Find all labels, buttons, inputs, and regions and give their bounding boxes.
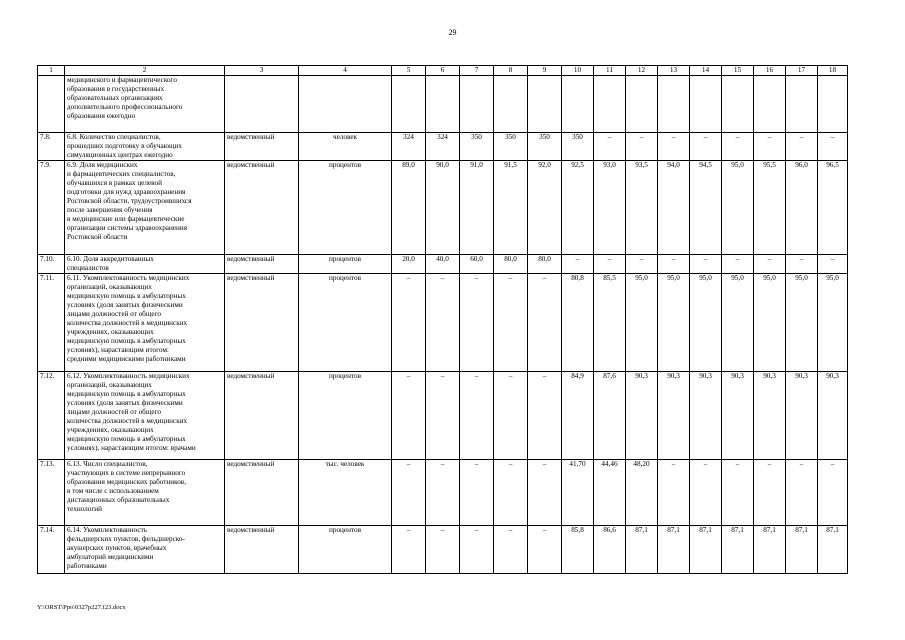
year-value [818, 76, 848, 133]
indicator-name-line: медицинскую помощь в амбулаторных [67, 292, 186, 300]
year-value: 85,8 [562, 526, 594, 574]
year-value: – [690, 133, 722, 161]
indicator-name-line: специалистов [67, 264, 109, 272]
indicator-name-line: амбулаторий медицинскими [67, 553, 154, 561]
year-value: 96,0 [786, 161, 818, 255]
year-value: 93,0 [594, 161, 626, 255]
header-cell: 17 [786, 66, 818, 76]
year-value: 93,5 [626, 161, 658, 255]
year-value: – [528, 274, 562, 372]
data-source: ведомственный [225, 460, 299, 526]
year-value: 94,0 [658, 161, 690, 255]
year-value: 92,0 [528, 161, 562, 255]
indicator-name-line: Ростовской области [67, 233, 128, 241]
year-value: 85,5 [594, 274, 626, 372]
indicator-name [65, 460, 225, 526]
year-value [754, 76, 786, 133]
year-value: 95,0 [754, 274, 786, 372]
year-value [426, 76, 460, 133]
year-value: – [754, 460, 786, 526]
indicator-name-line: условиях (доля занятых физическими [67, 301, 183, 309]
indicator-name [65, 161, 225, 255]
header-cell: 10 [562, 66, 594, 76]
data-source: ведомственный [225, 161, 299, 255]
year-value: 324 [392, 133, 426, 161]
year-value: 350 [562, 133, 594, 161]
indicator-name-line: 6.14. Укомплектованность [67, 526, 147, 534]
year-value: 90,3 [722, 372, 754, 460]
row-number [38, 76, 65, 133]
indicator-name-line: образования в государственных [67, 85, 165, 93]
year-value: – [658, 460, 690, 526]
header-cell: 3 [225, 66, 299, 76]
unit-of-measure: тыс. человек [299, 460, 392, 526]
indicator-name-line: образования ежегодно [67, 112, 136, 120]
header-cell: 11 [594, 66, 626, 76]
unit-of-measure: человек [299, 133, 392, 161]
year-value: 80,0 [494, 255, 528, 274]
year-value [786, 76, 818, 133]
indicator-name-line: после завершения обучения [67, 206, 153, 214]
year-value: 92,5 [562, 161, 594, 255]
header-cell: 1 [38, 66, 65, 76]
indicator-name-line: лицами должностей от общего [67, 408, 161, 416]
year-value: 87,1 [722, 526, 754, 574]
year-value: 95,0 [722, 161, 754, 255]
indicators-table [37, 65, 848, 574]
indicator-name-line: медицинскую помощь в амбулаторных [67, 390, 186, 398]
year-value: – [426, 526, 460, 574]
year-value: – [528, 460, 562, 526]
year-value: 96,5 [818, 161, 848, 255]
year-value: – [690, 460, 722, 526]
indicator-name-line: фельдшерских пунктов, фельдшерско- [67, 535, 185, 543]
year-value: – [754, 133, 786, 161]
year-value: – [494, 372, 528, 460]
table-row [38, 161, 848, 255]
year-value: – [426, 372, 460, 460]
year-value: – [562, 255, 594, 274]
indicator-name-line: лицами должностей от общего [67, 310, 161, 318]
indicator-name-line: условиях), нарастающим итогом: врачами [67, 444, 196, 452]
year-value: 86,6 [594, 526, 626, 574]
header-cell: 9 [528, 66, 562, 76]
year-value [594, 76, 626, 133]
indicator-name-line: участвующих в системе непрерывного [67, 469, 186, 477]
data-source: ведомственный [225, 372, 299, 460]
year-value: 87,1 [658, 526, 690, 574]
row-number: 7.13. [38, 460, 65, 526]
header-cell: 4 [299, 66, 392, 76]
year-value: 350 [494, 133, 528, 161]
indicator-name-line: учреждениях, оказывающих [67, 426, 154, 434]
year-value: 87,1 [626, 526, 658, 574]
year-value: 80,0 [528, 255, 562, 274]
indicator-name-line: дистанционных образовательных [67, 496, 170, 504]
year-value [460, 76, 494, 133]
year-value: – [528, 526, 562, 574]
year-value: 95,0 [786, 274, 818, 372]
row-number: 7.8. [38, 133, 65, 161]
year-value: – [658, 255, 690, 274]
year-value: 324 [426, 133, 460, 161]
year-value [690, 76, 722, 133]
year-value: – [426, 274, 460, 372]
year-value: 90,3 [658, 372, 690, 460]
header-cell: 12 [626, 66, 658, 76]
year-value: – [528, 372, 562, 460]
indicator-name [65, 255, 225, 274]
row-number: 7.10. [38, 255, 65, 274]
row-number: 7.12. [38, 372, 65, 460]
unit-of-measure: процентов [299, 526, 392, 574]
year-value: 95,0 [658, 274, 690, 372]
year-value: 87,6 [594, 372, 626, 460]
indicator-name-line: образовательных организациях [67, 94, 163, 102]
year-value: – [460, 274, 494, 372]
row-number: 7.11. [38, 274, 65, 372]
table-row [38, 460, 848, 526]
header-cell: 15 [722, 66, 754, 76]
year-value: – [494, 526, 528, 574]
data-source [225, 76, 299, 133]
indicator-name-line: 6.11. Укомплектованность медицинских [67, 274, 190, 282]
year-value: – [786, 133, 818, 161]
data-source: ведомственный [225, 255, 299, 274]
unit-of-measure: процентов [299, 161, 392, 255]
year-value: 87,1 [690, 526, 722, 574]
year-value: 41,70 [562, 460, 594, 526]
year-value: – [460, 460, 494, 526]
year-value: 20,0 [392, 255, 426, 274]
year-value: – [626, 133, 658, 161]
indicator-name-line: условиях), нарастающим итогом: [67, 346, 169, 354]
year-value [562, 76, 594, 133]
year-value: – [392, 526, 426, 574]
year-value: – [722, 255, 754, 274]
year-value [722, 76, 754, 133]
year-value: 60,0 [460, 255, 494, 274]
year-value [658, 76, 690, 133]
table-row [38, 133, 848, 161]
year-value: – [690, 255, 722, 274]
header-cell: 18 [818, 66, 848, 76]
indicator-name-line: обучавшихся в рамках целевой [67, 179, 162, 187]
year-value: – [594, 133, 626, 161]
year-value: – [658, 133, 690, 161]
header-cell: 7 [460, 66, 494, 76]
year-value: 90,3 [786, 372, 818, 460]
header-cell: 8 [494, 66, 528, 76]
indicator-name-line: и фармацевтических специалистов, [67, 170, 176, 178]
year-value: – [754, 255, 786, 274]
year-value: 87,1 [754, 526, 786, 574]
year-value: 90,3 [690, 372, 722, 460]
footer-file-path: Y:\ORST\Ppo\0327p227.f23.docx [37, 604, 126, 611]
indicator-name-line: организаций, оказывающих [67, 381, 152, 389]
indicator-name [65, 76, 225, 133]
year-value: 48,20 [626, 460, 658, 526]
unit-of-measure: процентов [299, 372, 392, 460]
year-value: – [460, 526, 494, 574]
indicator-name-line: организации системы здравоохранения [67, 224, 188, 232]
year-value: – [626, 255, 658, 274]
year-value: 84,9 [562, 372, 594, 460]
indicator-name-line: прошедших подготовку в обучающих [67, 142, 182, 150]
table-row [38, 255, 848, 274]
year-value: 95,0 [818, 274, 848, 372]
indicator-name-line: медицинскую помощь в амбулаторных [67, 337, 186, 345]
page-number: 29 [448, 28, 457, 37]
indicator-name-line: медицинского и фармацевтического [67, 76, 177, 84]
header-cell: 16 [754, 66, 786, 76]
indicator-name-line: образования медицинских работников, [67, 478, 186, 486]
unit-of-measure: процентов [299, 255, 392, 274]
row-number: 7.9. [38, 161, 65, 255]
year-value: – [460, 372, 494, 460]
indicator-name-line: 6.9. Доля медицинских [67, 161, 138, 169]
indicator-name-line: в медицинские или фармацевтические [67, 215, 185, 223]
year-value [626, 76, 658, 133]
year-value: – [392, 372, 426, 460]
year-value: 94,5 [690, 161, 722, 255]
year-value: – [786, 460, 818, 526]
indicator-name-line: медицинскую помощь в амбулаторных [67, 435, 186, 443]
year-value: – [786, 255, 818, 274]
year-value: – [594, 255, 626, 274]
header-row [38, 66, 848, 76]
year-value: 89,0 [392, 161, 426, 255]
indicator-name-line: технологий [67, 505, 102, 513]
year-value: 91,0 [460, 161, 494, 255]
year-value: – [392, 460, 426, 526]
indicator-name-line: 6.8. Количество специалистов, [67, 133, 161, 141]
year-value: – [722, 133, 754, 161]
indicator-name [65, 372, 225, 460]
year-value: 87,1 [786, 526, 818, 574]
year-value: 91,5 [494, 161, 528, 255]
header-cell: 6 [426, 66, 460, 76]
indicator-name-line: 6.13. Число специалистов, [67, 460, 148, 468]
indicator-name-line: акушерских пунктов, врачебных [67, 544, 167, 552]
data-source: ведомственный [225, 274, 299, 372]
unit-of-measure [299, 76, 392, 133]
header-cell: 14 [690, 66, 722, 76]
year-value: 87,1 [818, 526, 848, 574]
year-value: 95,0 [722, 274, 754, 372]
year-value: – [494, 460, 528, 526]
year-value: 90,3 [818, 372, 848, 460]
indicator-name-line: количества должностей в медицинских [67, 417, 188, 425]
row-number: 7.14. [38, 526, 65, 574]
year-value [494, 76, 528, 133]
indicator-name-line: дополнительного профессионального [67, 103, 183, 111]
indicator-name-line: организаций, оказывающих [67, 283, 152, 291]
year-value: – [494, 274, 528, 372]
year-value: – [722, 460, 754, 526]
indicator-name [65, 526, 225, 574]
year-value: – [426, 460, 460, 526]
year-value: 80,8 [562, 274, 594, 372]
year-value: 350 [460, 133, 494, 161]
indicator-name-line: подготовки для нужд здравоохранения [67, 188, 186, 196]
indicator-name-line: учреждениях, оказывающих [67, 328, 154, 336]
table-row [38, 76, 848, 133]
year-value: 95,0 [690, 274, 722, 372]
year-value: 90,3 [626, 372, 658, 460]
indicator-name-line: симуляционных центрах ежегодно [67, 151, 173, 159]
indicator-name [65, 274, 225, 372]
table-row [38, 526, 848, 574]
year-value: – [818, 255, 848, 274]
indicator-name-line: 6.12. Укомплектованность медицинских [67, 372, 190, 380]
data-source: ведомственный [225, 526, 299, 574]
indicator-name-line: Ростовской области, трудоустроившихся [67, 197, 192, 205]
header-cell: 5 [392, 66, 426, 76]
unit-of-measure: процентов [299, 274, 392, 372]
year-value: – [818, 460, 848, 526]
year-value [528, 76, 562, 133]
data-source: ведомственный [225, 133, 299, 161]
indicator-name-line: 6.10. Доля аккредитованных [67, 255, 154, 263]
year-value: 40,0 [426, 255, 460, 274]
year-value: 95,5 [754, 161, 786, 255]
indicator-name [65, 133, 225, 161]
indicator-name-line: количества должностей в медицинских [67, 319, 188, 327]
table-row [38, 372, 848, 460]
indicator-name-line: условиях (доля занятых физическими [67, 399, 183, 407]
year-value: – [818, 133, 848, 161]
indicator-name-line: средними медицинскими работниками [67, 355, 186, 363]
year-value: 44,46 [594, 460, 626, 526]
year-value [392, 76, 426, 133]
table-row [38, 274, 848, 372]
header-cell: 2 [65, 66, 225, 76]
year-value: 95,0 [626, 274, 658, 372]
year-value: 90,0 [426, 161, 460, 255]
year-value: 90,3 [754, 372, 786, 460]
indicator-name-line: в том числе с использованием [67, 487, 159, 495]
indicator-name-line: работниками [67, 562, 107, 570]
header-cell: 13 [658, 66, 690, 76]
year-value: 350 [528, 133, 562, 161]
year-value: – [392, 274, 426, 372]
